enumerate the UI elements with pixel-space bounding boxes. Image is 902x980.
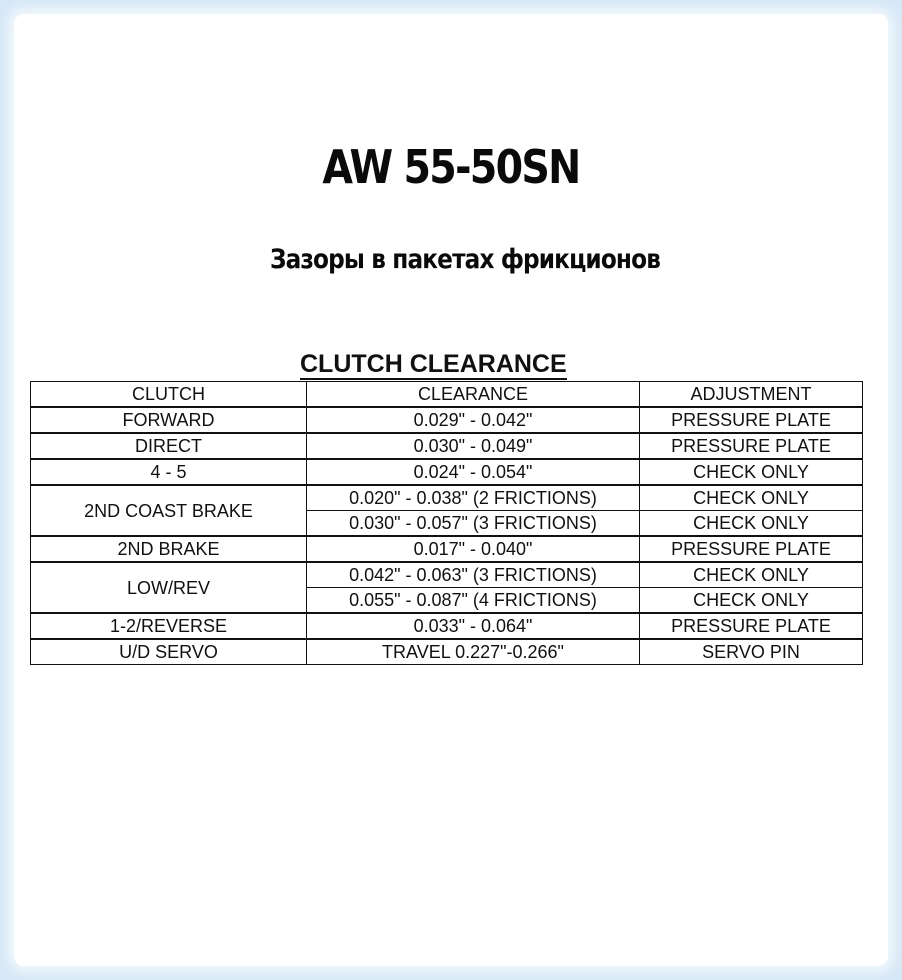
clutch-cell: LOW/REV xyxy=(31,562,307,613)
adjustment-cell: PRESSURE PLATE xyxy=(640,536,863,562)
table-title: CLUTCH CLEARANCE xyxy=(300,350,567,378)
clearance-cell: 0.029" - 0.042" xyxy=(307,407,640,433)
clutch-cell: DIRECT xyxy=(31,433,307,459)
clearance-cell: TRAVEL 0.227"-0.266" xyxy=(307,639,640,665)
page-subtitle: Зазоры в пакетах фрикционов xyxy=(269,244,661,275)
table-row xyxy=(31,433,863,459)
adjustment-cell: PRESSURE PLATE xyxy=(640,407,863,433)
clutch-cell: FORWARD xyxy=(31,407,307,433)
adjustment-cell: PRESSURE PLATE xyxy=(640,613,863,639)
clearance-cell: 0.055" - 0.087" (4 FRICTIONS) xyxy=(307,588,640,614)
table-row xyxy=(31,407,863,433)
clearance-cell: 0.033" - 0.064" xyxy=(307,613,640,639)
header-clutch: CLUTCH xyxy=(31,382,307,408)
adjustment-cell: PRESSURE PLATE xyxy=(640,433,863,459)
clutch-cell: 1-2/REVERSE xyxy=(31,613,307,639)
table-row xyxy=(31,639,863,665)
adjustment-cell: CHECK ONLY xyxy=(640,459,863,485)
clutch-cell: 4 - 5 xyxy=(31,459,307,485)
clutch-cell: 2ND BRAKE xyxy=(31,536,307,562)
table-row xyxy=(31,536,863,562)
table-header-row xyxy=(31,382,863,408)
adjustment-cell: CHECK ONLY xyxy=(640,511,863,537)
clearance-cell: 0.020" - 0.038" (2 FRICTIONS) xyxy=(307,485,640,511)
clutch-cell: U/D SERVO xyxy=(31,639,307,665)
table-row xyxy=(31,613,863,639)
table-row xyxy=(31,562,863,588)
page-title: AW 55-50SN xyxy=(322,140,580,194)
adjustment-cell: CHECK ONLY xyxy=(640,485,863,511)
clutch-cell: 2ND COAST BRAKE xyxy=(31,485,307,536)
adjustment-cell: CHECK ONLY xyxy=(640,562,863,588)
clearance-cell: 0.024" - 0.054" xyxy=(307,459,640,485)
header-clearance: CLEARANCE xyxy=(307,382,640,408)
header-adjustment: ADJUSTMENT xyxy=(640,382,863,408)
clutch-clearance-table xyxy=(30,381,863,665)
table-row xyxy=(31,485,863,511)
clearance-cell: 0.042" - 0.063" (3 FRICTIONS) xyxy=(307,562,640,588)
clearance-cell: 0.030" - 0.049" xyxy=(307,433,640,459)
adjustment-cell: CHECK ONLY xyxy=(640,588,863,614)
table-row xyxy=(31,459,863,485)
adjustment-cell: SERVO PIN xyxy=(640,639,863,665)
clearance-cell: 0.017" - 0.040" xyxy=(307,536,640,562)
clearance-cell: 0.030" - 0.057" (3 FRICTIONS) xyxy=(307,511,640,537)
